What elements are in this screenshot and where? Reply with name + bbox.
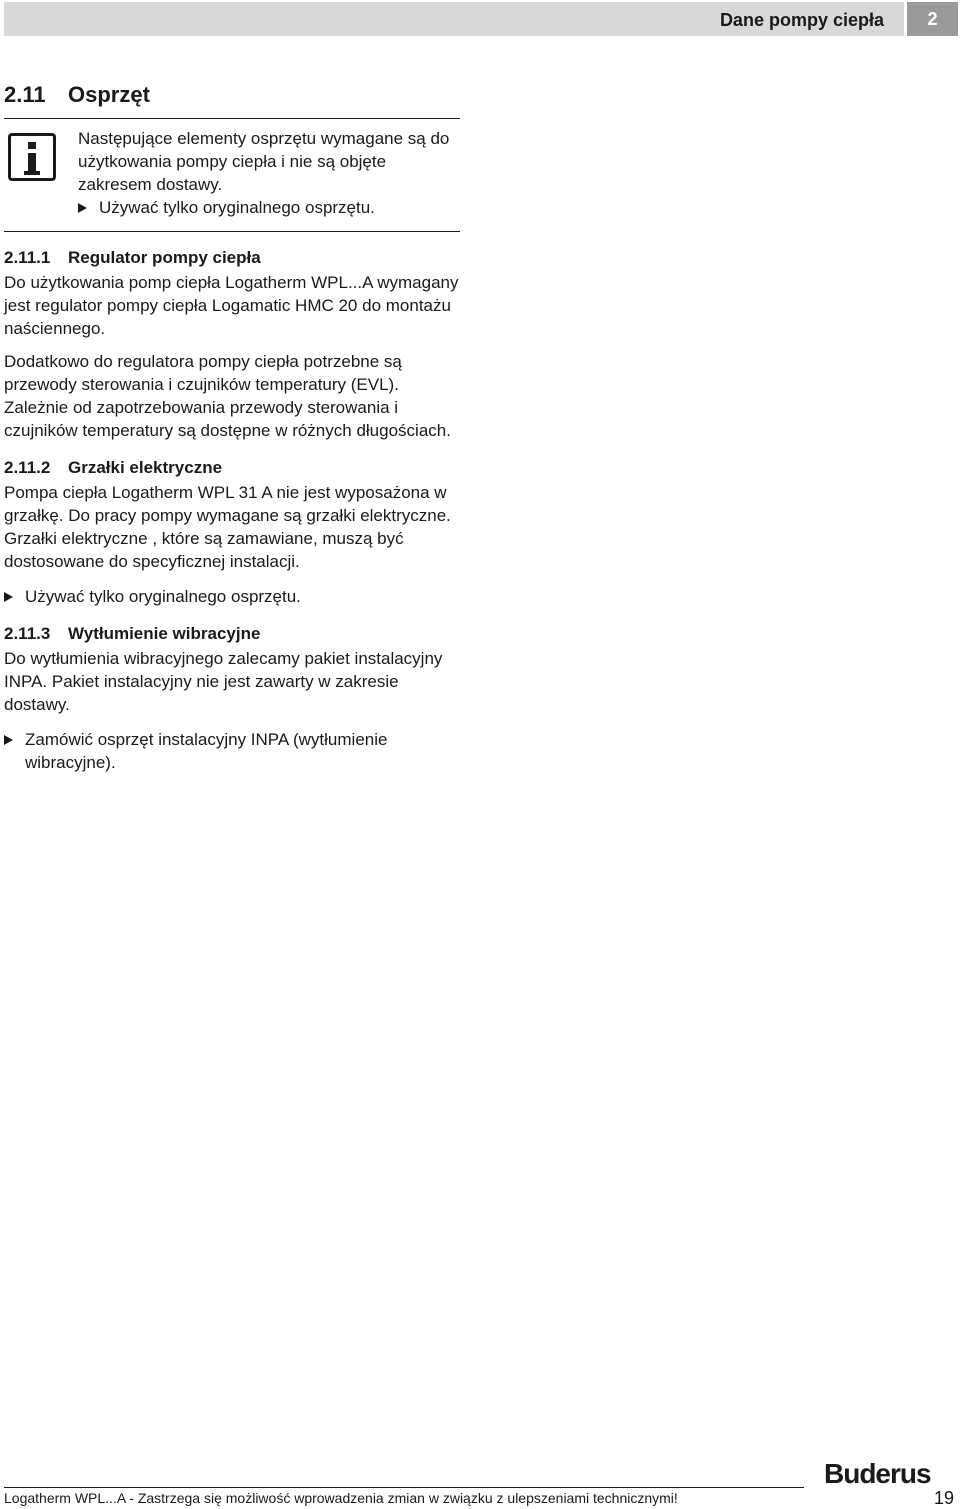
subsection-title: Grzałki elektryczne [68, 458, 223, 477]
info-icon [8, 133, 56, 181]
bullet-arrow-icon [78, 203, 87, 213]
bullet-item [4, 585, 460, 608]
page-number: 19 [934, 1488, 955, 1508]
info-text: Następujące elementy osprzętu wymagane są do użytkowania pompy ciepła i nie są objęte zakresem dostawy. [78, 129, 450, 194]
bullet-text: Używać tylko oryginalnego osprzętu. [25, 587, 301, 606]
section-heading [4, 82, 460, 119]
subsection-number: 2.11.3 [4, 624, 51, 643]
bullet-arrow-icon [4, 735, 13, 745]
chapter-number: 2 [907, 2, 958, 36]
bullet-arrow-icon [4, 592, 13, 602]
paragraph: Do użytkowania pomp ciepła Logatherm WPL...A wymagany jest regulator pompy ciepła Logamatic HMC 20 do montażu naściennego. [4, 273, 459, 338]
paragraph: Do wytłumienia wibracyjnego zalecamy pakiet instalacyjny INPA. Pakiet instalacyjny nie jest zawarty w zakresie dostawy. [4, 649, 443, 714]
section-title: Osprzęt [68, 82, 150, 107]
bullet-text: Zamówić osprzęt instalacyjny INPA (wytłumienie wibracyjne). [25, 730, 388, 772]
subsection-heading [4, 246, 460, 269]
info-bullet-text: Używać tylko oryginalnego osprzętu. [99, 198, 375, 217]
subsection-title: Regulator pompy ciepła [68, 248, 261, 267]
main-content [4, 82, 460, 784]
header-title: Dane pompy ciepła [719, 10, 884, 30]
subsection-number: 2.11.1 [4, 248, 51, 267]
brand-logo: Buderus [824, 1458, 931, 1489]
paragraph: Pompa ciepła Logatherm WPL 31 A nie jest wyposażona w grzałkę. Do pracy pompy wymagane są grzałki elektryczne. Grzałki elektryczne , które są zamawiane, muszą być dostosowane do specyficznej instalacji. [4, 483, 451, 571]
info-note [4, 119, 460, 232]
subsection-title: Wytłumienie wibracyjne [68, 624, 261, 643]
subsection-number: 2.11.2 [4, 458, 51, 477]
footer-divider [4, 1487, 804, 1488]
footer-text: Logatherm WPL...A - Zastrzega się możliwość wprowadzenia zmian w związku z ulepszeniami technicznymi! [4, 1490, 678, 1506]
paragraph: Dodatkowo do regulatora pompy ciepła potrzebne są przewody sterowania i czujników temperatury (EVL). Zależnie od zapotrzebowania przewody sterowania i czujników temperatury są dostępne w różnych długościach. [4, 352, 451, 440]
info-bullet [78, 196, 460, 219]
subsection-heading [4, 622, 460, 645]
bullet-item [4, 728, 460, 774]
page-header [4, 2, 904, 36]
subsection-heading [4, 456, 460, 479]
section-number: 2.11 [4, 82, 46, 107]
